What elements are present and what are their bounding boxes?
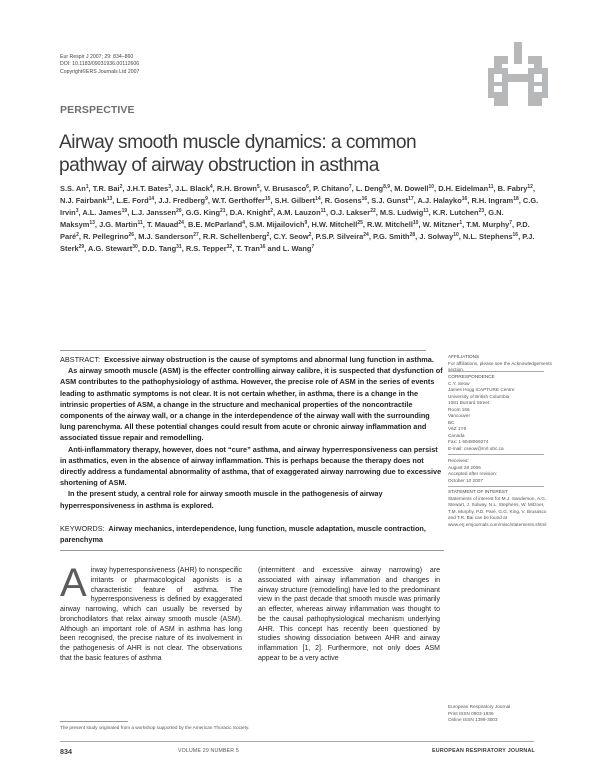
author-name: P.S.P. Silveira	[315, 231, 364, 241]
author	[275, 196, 321, 205]
article-title: Airway smooth muscle dynamics: a common pathway of airway obstruction in asthma	[59, 132, 417, 176]
abstract-lead: Excessive airway obstruction is the cause of symptoms and abnormal lung function in asthma.	[104, 355, 434, 364]
author	[60, 196, 112, 205]
author-name: T. Tran	[236, 243, 260, 253]
author-name: K.R. Lutchen	[432, 207, 479, 217]
body-text: (intermittent and excessive airway narrowing) are associated with airway inflammation and changes in airway structure (remodelling) have led to the predominant view in the past decade that smooth muscle was primarily an effecter, whereas airway inflammation was thought to be the causal pathophysiological mechanism underlying AHR. This concept has recently been questioned by studies showing dissociation between AHR and airway inflammation [1, 2]. Furthermore, not only does ASM appear to be a very active	[258, 567, 440, 662]
abstract-paragraph: In the present study, a central role for airway smooth muscle in the pathogenesis of airway hyperresponsiveness in asthma is explored.	[60, 489, 383, 510]
ers-lungs-logo-icon	[486, 40, 550, 110]
author-affiliation: 7	[509, 219, 513, 226]
correspondence-line: BC	[448, 419, 455, 425]
drop-cap: A	[60, 561, 87, 605]
dates-block	[448, 458, 552, 484]
author	[438, 184, 493, 193]
author-affiliation: 10	[453, 231, 459, 238]
author	[311, 220, 362, 229]
author-affiliation: 10	[412, 219, 419, 226]
author-affiliation: 9	[304, 219, 308, 226]
author-affiliation: 32	[226, 243, 233, 250]
author	[99, 220, 143, 229]
journal-name: EUROPEAN RESPIRATORY JOURNAL	[432, 748, 536, 754]
author-name: J.L. Black	[175, 184, 210, 193]
author-name: N.J. Fairbank	[60, 195, 107, 205]
sidebar-divider	[448, 454, 544, 455]
author	[158, 196, 208, 205]
sidebar-divider	[448, 486, 544, 487]
author	[471, 196, 518, 205]
received-date: August 28 2006	[448, 464, 481, 470]
author-name: P.D. Paré	[60, 219, 530, 241]
author-name: B.E. McParland	[188, 219, 243, 229]
author-name: T.R. Bai	[92, 184, 120, 193]
author-affiliation: 4	[209, 184, 213, 190]
correspondence-line: Vancouver	[448, 413, 471, 418]
author	[83, 232, 134, 241]
keywords	[60, 523, 444, 545]
author-affiliation: 11	[320, 207, 326, 214]
author-name: J.G. Martin	[99, 219, 138, 229]
author-name: W.T. Gerthoffer	[212, 195, 265, 205]
author-name: T.M. Murphy	[466, 219, 510, 229]
author-affiliation: 8,9	[383, 184, 391, 190]
author-affiliation: 12	[527, 184, 533, 190]
abstract-label: ABSTRACT:	[60, 355, 101, 364]
author-affiliation: 2	[266, 231, 270, 238]
abstract-paragraph: As airway smooth muscle (ASM) is the effecter controlling airway calibre, it is suspected that dysfunction of ASM contributes to the pathophysiology of asthma. However, the precise role of ASM in the series of events leading to asthmatic symptoms is not clear. It is not certain whether, in asthma, there is a change in the intrinsic properties of ASM, a change in the structure and mechanical properties of the noncontractile components of the airway wall, or a change in the interdependence of the airway wall with the surrounding lung parenchyma. All these potential changes could result from acute or chronic airway inflammation and associated tissue repair and remodelling.	[60, 366, 443, 443]
author-name: M. Dowell	[394, 184, 429, 193]
accepted-date: October 10 2007	[448, 477, 483, 483]
author-affiliation: 14	[315, 195, 321, 202]
author	[418, 196, 468, 205]
author-name: S.H. Gilbert	[274, 195, 316, 205]
body-column-1	[60, 561, 242, 664]
author	[380, 208, 429, 217]
interest-text: Statements of interest for M.J. Sanderson, A.G. Stewart, J. Solway, N.L. Stephens, W. Mitzner, T.M. Murphy, P.D. Paré, G.G. King, V. Brusasco and T.R. Bai can be found at www.erj.ersjournals.com/misc/statements.shtml	[448, 495, 547, 527]
author	[419, 232, 458, 241]
author-affiliation: 20	[176, 207, 182, 214]
author-affiliation: 2	[308, 231, 312, 238]
author-name: M.S. Ludwig	[379, 207, 424, 217]
author-affiliation: 26	[128, 231, 135, 238]
author-name: R.R. Schellenberg	[202, 231, 267, 241]
author-affiliation: 7	[311, 243, 315, 250]
author-affiliation: 6	[306, 184, 309, 190]
author-name: P.G. Smith	[372, 231, 410, 241]
author	[273, 232, 311, 241]
author-name: C.G. Irvin	[60, 195, 539, 217]
author-name: G.G. King	[185, 207, 220, 217]
correspondence-heading: CORRESPONDENCE	[448, 374, 495, 379]
author	[203, 232, 269, 241]
interest-heading: STATEMENT OF INTEREST	[448, 489, 508, 494]
author	[371, 196, 413, 205]
author-affiliation: 7	[348, 184, 352, 190]
interest-block	[448, 489, 552, 528]
author-name: J. Solway	[419, 231, 454, 241]
journal-issn	[448, 704, 552, 724]
author	[212, 196, 270, 205]
author	[217, 184, 260, 193]
author-affiliation: 13	[89, 219, 95, 226]
section-label: PERSPECTIVE	[60, 104, 135, 116]
author-name: R.S. Tepper	[185, 243, 227, 253]
author	[466, 220, 512, 229]
author-name: R. Gosens	[324, 195, 362, 205]
author-name: R.W. Mitchell	[367, 219, 413, 229]
correspondence-line: 1081 Burrard Street	[448, 400, 490, 405]
author	[138, 232, 199, 241]
correspondence-line: Room 166	[448, 406, 470, 412]
copyright: Copyright©ERS Journals Ltd 2007	[60, 68, 140, 75]
author-name: B. Fabry	[497, 184, 528, 193]
author-affiliation: 21	[220, 207, 226, 214]
author-list: S.S. An$^1$, T.R. Bai$^2$, J.H.T. Bates$^3$, J.L. Black$^4$, R.H. Brown$^5$, V. Brusasco$^6$, P. Chitano$^7$, L. Deng$^{8,9}$, M. Dowell$^{10}$, D.H. Eidelman$^{11}$, B. Fabry$^{12}$, N.J. Fairbank$^{13}$, L.E. Ford$^{14}$, J.J. Fredberg$^9$, W.T. Gerthoffer$^{15}$, S.H. Gilbert$^{14}$, R. Gosens$^{16}$, S.J. Gunst$^{17}$, A.J. Halayko$^{16}$, R.H. Ingram$^{18}$, C.G. Irvin$^3$, A.L. James$^{19}$, L.J. Janssen$^{20}$, G.G. King$^{21}$, D.A. Knight$^2$, A.M. Lauzon$^{11}$, O.J. Lakser$^{22}$, M.S. Ludwig$^{11}$, K.R. Lutchen$^{23}$, G.N. Maksym$^{13}$, J.G. Martin$^{11}$, T. Mauad$^{24}$, B.E. McParland$^4$, S.M. Mijailovich$^9$, H.W. Mitchell$^{25}$, R.W. Mitchell$^{10}$, W. Mitzner$^1$, T.M. Murphy$^7$, P.D. Paré$^2$, R. Pellegrino$^{26}$, M.J. Sanderson$^{27}$, R.R. Schellenberg$^2$, C.Y. Seow$^2$, P.S.P. Silveira$^{24}$, P.G. Smith$^{28}$, J. Solway$^{10}$, N.L. Stephens$^{16}$, P.J. Sterk$^{29}$, A.G. Stewart$^{30}$, D.D. Tang$^{31}$, R.S. Tepper$^{32}$, T. Tran$^{16}$ and L. Wang$^7$	[60, 184, 539, 253]
author-name: A.M. Lauzon	[276, 207, 321, 217]
author-name: W. Mitzner	[422, 219, 460, 229]
author-name: S.J. Gunst	[371, 195, 409, 205]
body-text: irway hyperresponsiveness (AHR) to nonspecific irritants or pharmacological agonists is a characteristic feature of asthma. The hyperresponsiveness is defined by exaggerated airway narrowing, which can usually be reversed by bronchodilators that relax airway smooth muscle (ASM). Although an important role of ASM in asthma has long been recognised, the precise nature of its involvement in the pathogenesis of AHR is not clear. The observations that the basic features of asthma	[60, 567, 242, 662]
author-name: G.N. Maksym	[60, 207, 504, 229]
author	[147, 220, 184, 229]
author-affiliation: 3	[168, 184, 172, 190]
author	[186, 208, 226, 217]
author-name: H.W. Mitchell	[311, 219, 358, 229]
author-affiliation: 27	[193, 231, 199, 238]
author	[116, 196, 154, 205]
correspondence-line: V6Z 1Y6	[448, 426, 467, 431]
author-affiliation: 11	[137, 219, 143, 226]
keywords-text: Airway mechanics, interdependence, lung function, muscle adaptation, muscle contraction, parenchyma	[60, 524, 426, 545]
author	[433, 208, 484, 217]
correspondence-address	[448, 381, 552, 453]
author-affiliation: 16	[512, 231, 519, 238]
author-affiliation: 23	[478, 207, 485, 214]
author-affiliation: 9	[205, 195, 208, 202]
page-number: 834	[60, 747, 72, 756]
author-affiliation: 25	[357, 219, 363, 226]
author-affiliation: 4	[242, 219, 245, 226]
author	[373, 232, 415, 241]
journal-issn-line: Online ISSN 1399-3003	[448, 717, 498, 722]
author-affiliation: 24	[178, 219, 184, 226]
author-affiliation: 16	[259, 243, 266, 250]
abstract-divider	[60, 350, 426, 351]
correspondence-line: Canada	[448, 432, 465, 438]
author-name: J.J. Fredberg	[158, 195, 206, 205]
journal-issn-line: Print ISSN 0903-1936	[448, 710, 494, 716]
correspondence-line: E-mail: cseow@mrl.ubc.ca	[448, 445, 504, 451]
author	[142, 244, 182, 253]
author-affiliation: 2	[119, 184, 123, 190]
author-affiliation: 1	[459, 219, 463, 226]
author	[126, 184, 171, 193]
author	[186, 244, 232, 253]
keywords-divider	[60, 550, 444, 551]
author-affiliation: 14	[148, 195, 155, 202]
author	[93, 184, 123, 193]
author-name: A.L. James	[82, 207, 122, 217]
author-name: L.E. Ford	[116, 195, 149, 205]
author-name: D.A. Knight	[229, 207, 271, 217]
author-name: R. Pellegrino	[83, 231, 129, 241]
correspondence-block	[448, 374, 552, 452]
author-affiliation: 30	[132, 243, 138, 250]
author-name: T. Mauad	[146, 219, 179, 229]
author-affiliation: 19	[121, 207, 128, 214]
volume-info: VOLUME 29 NUMBER 5	[178, 748, 239, 754]
author-affiliation: 16	[361, 195, 368, 202]
author-affiliation: 10	[428, 184, 435, 190]
author-affiliation: 24	[363, 231, 369, 238]
received-heading: Received:	[448, 458, 469, 463]
author-affiliation: 16	[461, 195, 468, 202]
author-affiliation: 13	[106, 195, 113, 202]
author	[423, 220, 463, 229]
author-affiliation: 29	[78, 243, 85, 250]
author	[313, 184, 352, 193]
author-affiliation: 5	[256, 184, 260, 190]
author-name: C.Y. Seow	[273, 231, 309, 241]
author-affiliation: 31	[176, 243, 182, 250]
footnote-divider	[60, 721, 128, 722]
author-name: R.H. Ingram	[471, 195, 514, 205]
author	[175, 184, 213, 193]
author-name: D.H. Eidelman	[438, 184, 489, 193]
citation: Eur Respir J 2007; 29: 834–860	[60, 54, 134, 60]
journal-issn-line: European Respiratory Journal	[448, 704, 511, 709]
author-name: N.L. Stephens	[462, 231, 513, 241]
doi: DOI: 10.1183/09031936.00112606	[60, 61, 140, 68]
body-column-2	[258, 566, 440, 664]
journal-issn-block	[448, 704, 552, 724]
abstract	[60, 354, 444, 511]
footer-divider	[60, 741, 534, 742]
author-affiliation: 3	[75, 207, 79, 214]
author	[356, 184, 390, 193]
author-affiliation: 11	[488, 184, 494, 190]
author-affiliation: 2	[270, 207, 273, 214]
journal-meta	[60, 54, 139, 76]
author-name: P. Chitano	[313, 184, 349, 193]
author-name: L. Deng	[355, 184, 384, 193]
author	[367, 220, 418, 229]
correspondence-line: James Hogg iCAPTURE Centre	[448, 387, 515, 392]
correspondence-line: Fax: 1 6048069274	[448, 439, 489, 444]
author	[316, 232, 369, 241]
keywords-label: KEYWORDS:	[60, 524, 105, 533]
author-name: O.J. Lakser	[330, 207, 371, 217]
author	[82, 208, 127, 217]
author	[264, 184, 309, 193]
abstract-paragraph: Anti-inflammatory therapy, however, does not “cure” asthma, and airway hyperresponsiveness can persist in asthmatics, even in the absence of airway inflammation. This is perhaps because the therapy does not directly address a fundamental abnormality of asthma, that of exaggerated airway narrowing due to excessive shortening of ASM.	[60, 444, 442, 488]
author-name: L.J. Janssen	[131, 207, 176, 217]
author	[230, 208, 273, 217]
author-name: S.S. An	[60, 184, 86, 193]
author	[60, 184, 89, 193]
author-name: D.D. Tang	[141, 243, 177, 253]
author-affiliation: 18	[513, 195, 519, 202]
correspondence-line: University of British Columbia	[448, 393, 510, 399]
author	[463, 232, 518, 241]
author	[236, 244, 265, 253]
author-name: R.H. Brown	[216, 184, 257, 193]
author-affiliation: 2	[76, 231, 79, 238]
author-affiliation: 17	[408, 195, 414, 202]
author-affiliation: 15	[264, 195, 271, 202]
author	[498, 184, 533, 193]
author-name: A.G. Stewart	[88, 243, 133, 253]
affiliations-heading: AFFILIATIONS	[448, 354, 480, 359]
author	[283, 244, 314, 253]
author	[188, 220, 245, 229]
author	[394, 184, 434, 193]
author-name: M.J. Sanderson	[138, 231, 194, 241]
author-affiliation: 22	[370, 207, 376, 214]
accepted-heading: Accepted after revision:	[448, 471, 497, 476]
author-name: S.M. Mijailovich	[249, 219, 305, 229]
correspondence-line: C.Y. Seow	[448, 380, 470, 386]
author	[88, 244, 138, 253]
footnote: The present study originated from a workshop supported by the American Thoracic Society.	[60, 725, 250, 730]
sidebar-divider	[448, 371, 544, 372]
author-affiliation: 1	[85, 184, 89, 190]
author	[277, 208, 326, 217]
author-affiliation: 11	[423, 207, 429, 214]
author-name: L. Wang	[282, 243, 312, 253]
affiliations-text: For affiliations, please see the Acknowledgements section.	[448, 360, 552, 372]
author-name: V. Brusasco	[263, 184, 307, 193]
author	[325, 196, 367, 205]
author-name: P.J. Sterk	[60, 231, 535, 253]
author	[131, 208, 181, 217]
author	[330, 208, 376, 217]
author-affiliation: 28	[409, 231, 416, 238]
author	[249, 220, 307, 229]
author-name: J.H.T. Bates	[126, 184, 169, 193]
author-name: A.J. Halayko	[417, 195, 462, 205]
